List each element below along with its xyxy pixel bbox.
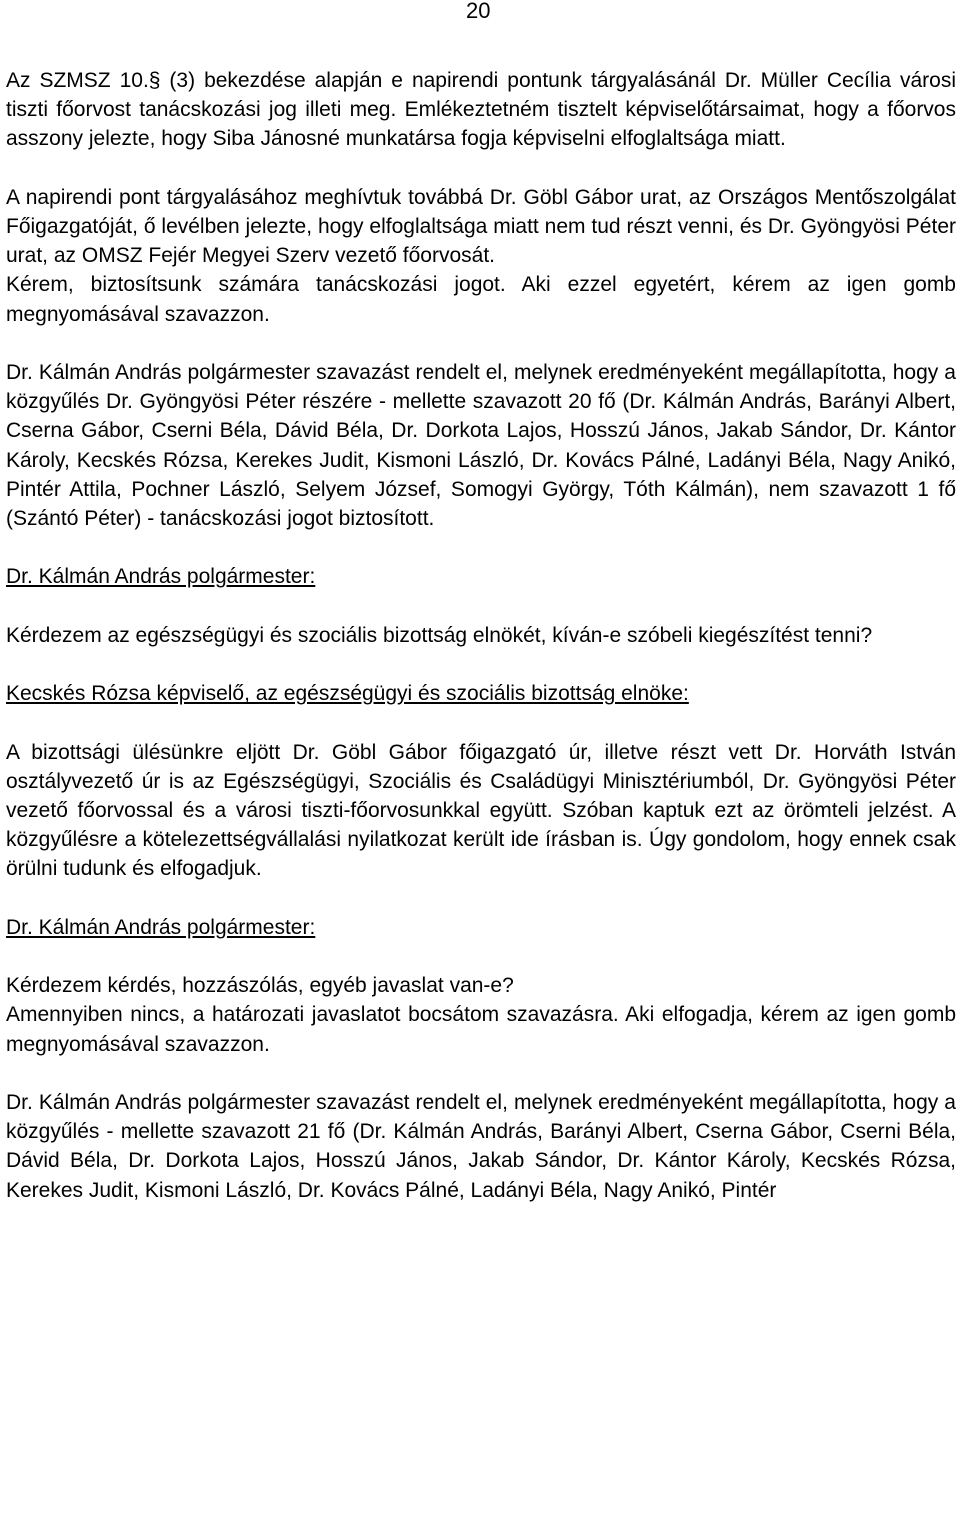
paragraph-questions: Kérdezem kérdés, hozzászólás, egyéb javaslat van-e? <box>6 974 514 998</box>
paragraph-vote-request: Kérem, biztosítsunk számára tanácskozási jogot. Aki ezzel egyetért, kérem az igen gomb megnyomásával szavazzon. <box>6 273 956 326</box>
speaker-heading-mayor-1: Dr. Kálmán András polgármester: <box>6 565 316 589</box>
speaker-heading-committee-chair: Kecskés Rózsa képviselő, az egészségügyi és szociális bizottság elnöke: <box>6 682 689 706</box>
page-number: 20 <box>466 0 491 23</box>
paragraph-invitees: A napirendi pont tárgyalásához meghívtuk továbbá Dr. Göbl Gábor urat, az Országos Mentőszolgálat Főigazgatóját, ő levélben jelezte, hogy elfoglaltsága miatt nem tud részt venni, és Dr. Gyöngyösi Péter urat, az OMSZ Fejér Megyei Szerv vezető főorvosát. <box>6 185 956 268</box>
speaker-heading-mayor-2: Dr. Kálmán András polgármester: <box>6 915 316 939</box>
paragraph-question-committee: Kérdezem az egészségügyi és szociális bizottság elnökét, kíván-e szóbeli kiegészítést tenni? <box>6 623 873 647</box>
paragraph-vote-result-1: Dr. Kálmán András polgármester szavazást rendelt el, melynek eredményeként megállapította, hogy a közgyűlés Dr. Gyöngyösi Péter részére - mellette szavazott 20 fő (Dr. Kálmán András, Barányi Albert, Cserna Gábor, Cserni Béla, Dávid Béla, Dr. Dorkota Lajos, Hosszú János, Jakab Sándor, Dr. Kántor Károly, Kecskés Rózsa, Kerekes Judit, Kismoni László, Dr. Kovács Pálné, Ladányi Béla, Nagy Anikó, Pintér Attila, Pochner László, Selyem József, Somogyi György, Tóth Kálmán), nem szavazott 1 fő (Szántó Péter) - tanácskozási jogot biztosított. <box>6 361 956 531</box>
paragraph-vote-result-2: Dr. Kálmán András polgármester szavazást rendelt el, melynek eredményeként megállapította, hogy a közgyűlés - mellette szavazott 21 fő (Dr. Kálmán András, Barányi Albert, Cserna Gábor, Cserni Béla, Dávid Béla, Dr. Dorkota Lajos, Hosszú János, Jakab Sándor, Dr. Kántor Károly, Kecskés Rózsa, Kerekes Judit, Kismoni László, Dr. Kovács Pálné, Ladányi Béla, Nagy Anikó, Pintér <box>6 1090 956 1202</box>
document-body <box>6 66 956 1205</box>
paragraph-motion: Amennyiben nincs, a határozati javaslatot bocsátom szavazásra. Aki elfogadja, kérem az igen gomb megnyomásával szavazzon. <box>6 1003 956 1056</box>
paragraph-committee-report: A bizottsági ülésünkre eljött Dr. Göbl Gábor főigazgató úr, illetve részt vett Dr. Horváth István osztályvezető úr is az Egészségügyi, Szociális és Családügyi Minisztériumból, Dr. Gyöngyösi Péter vezető főorvossal és a városi tiszti-főorvosunkkal együtt. Szóban kaptuk ezt az örömteli jelzést. A közgyűlésre a kötelezettségvállalási nyilatkozat került ide írásban is. Úgy gondolom, hogy ennek csak örülni tudunk és elfogadjuk. <box>6 740 956 881</box>
paragraph-intro: Az SZMSZ 10.§ (3) bekezdése alapján e napirendi pontunk tárgyalásánál Dr. Müller Cecília városi tiszti főorvost tanácskozási jog illeti meg. Emlékeztetném tisztelt képviselőtársaimat, hogy a főorvos asszony jelezte, hogy Siba Jánosné munkatársa fogja képviselni elfoglaltsága miatt. <box>6 69 956 151</box>
